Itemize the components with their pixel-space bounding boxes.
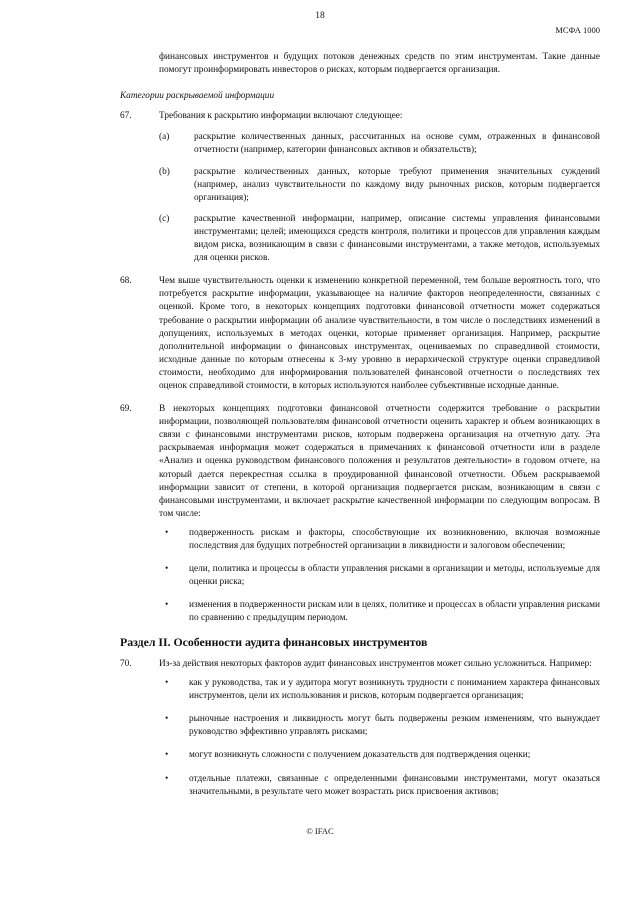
list-item-label: (b) xyxy=(159,166,170,177)
paragraph-text: В некоторых концепциях подготовки финансовой отчетности содержится требование о раскрытии информации, позволяющей пользователям финансовой отчетности оценить характер и объем возникающих в связи с финансовыми инструментами рисков, которым подвержена организация на отчетную дату. Эта раскрываемая информация может содержаться в примечаниях к финансовой отчетности или в разделе «Анализ и оценка руководством финансового положения и результатов деятельности» в годовом отчете, на который дается перекрестная ссылка в проудированной финансовой отчетности. Объем раскрываемой информации зависит от степени, в которой организация подвергается рискам, возникающим в связи с финансовыми инструментами, и включает раскрытие качественной информации по следующим вопросам. В том числе: xyxy=(159,404,600,519)
bullet-icon: • xyxy=(165,773,169,784)
list-item-label: (a) xyxy=(159,132,170,143)
bullet-icon: • xyxy=(165,678,169,689)
bullet-icon: • xyxy=(165,750,169,761)
bullet-item xyxy=(159,599,600,625)
page-number: 18 xyxy=(315,11,325,21)
bullet-icon: • xyxy=(165,714,169,725)
paragraph-68 xyxy=(120,275,600,393)
paragraph-text: Чем выше чувствительность оценки к изменению конкретной переменной, тем больше вероятность того, что потребуется раскрытие информации, указывающее на наличие факторов неопределенности, связанных с оценкой. Кроме того, в некоторых концепциях подготовки финансовой отчетности может содержаться требование о раскрытии информации об анализе чувствительности, в том числе о последствиях изменений в допущениях, используемых в методах оценки, которые применяет организация. Например, раскрытие дополнительной информации о финансовых инструментах, оцениваемых по справедливой стоимости, исходные данные по которым отнесены к 3-му уровню в иерархической структуре оценки справедливой стоимости, необходимо для информирования пользователей финансовой отчетности о последствиях тех оценок справедливой стоимости, в которых используются наиболее субъективные исходные данные. xyxy=(159,276,600,391)
paragraph-text: Требования к раскрытию информации включают следующее: xyxy=(159,111,403,122)
category-heading: Категории раскрываемой информации xyxy=(120,91,275,102)
bullet-item xyxy=(159,713,600,739)
paragraph-number: 68. xyxy=(120,276,132,287)
bullet-text: как у руководства, так и у аудитора могут возникнуть трудности с пониманием характера финансовых инструментов, цели их использования и рисков, которым подвергается организация; xyxy=(189,678,600,702)
list-item-text: раскрытие качественной информации, например, описание системы управления финансовыми инструментами; целей; имеющихся средств контроля, политики и процессов для управления каждым видом риска, возникающим в связи с финансовыми инструментами, а также методов, используемых для оценки рисков. xyxy=(194,213,600,264)
bullet-item xyxy=(159,749,600,762)
paragraph-number: 67. xyxy=(120,111,132,122)
list-item xyxy=(159,213,600,265)
bullet-text: могут возникнуть сложности с получением доказательств для подтверждения оценки; xyxy=(189,750,531,761)
section-heading: Раздел II. Особенности аудита финансовых инструментов xyxy=(120,635,428,649)
bullet-item xyxy=(159,527,600,553)
bullet-item xyxy=(159,773,600,799)
bullet-text: рыночные настроения и ликвидность могут быть подвержены резким изменениям, что вынуждает руководство эффективно управлять рисками; xyxy=(189,714,600,738)
copyright-footer: © IFAC xyxy=(306,826,334,836)
section-2 xyxy=(120,631,600,819)
paragraph-69 xyxy=(120,403,600,635)
paragraph-70 xyxy=(120,658,600,809)
list-item-text: раскрытие количественных данных, которые требуют применения значительных суждений (например, анализ чувствительности по каждому виду рыночных рисков, которым подвергается организация); xyxy=(194,166,600,203)
paragraph-number: 69. xyxy=(120,404,132,415)
bullet-icon: • xyxy=(165,564,169,575)
list-item xyxy=(159,131,600,157)
list-item xyxy=(159,166,600,205)
paragraph-number: 70. xyxy=(120,659,132,669)
paragraph-67 xyxy=(120,110,600,265)
list-item-label: (c) xyxy=(159,213,170,224)
bullet-item xyxy=(159,563,600,589)
bullet-text: подверженность рискам и факторы, способствующие их возникновению, включая возможные последствия для будущих потребностей организации в ликвидности и залоговом обеспечении; xyxy=(189,527,600,551)
bullet-icon: • xyxy=(165,527,169,538)
page-body xyxy=(120,51,600,645)
paragraph-text: Из-за действия некоторых факторов аудит финансовых инструментов может сильно усложниться. Например: xyxy=(159,659,592,669)
bullet-icon: • xyxy=(165,600,169,611)
list-item-text: раскрытие количественных данных, рассчитанных на основе сумм, отраженных в финансовой отчетности (например, категории финансовых активов и обязательств); xyxy=(194,132,600,156)
bullet-text: изменения в подверженности рискам или в целях, политике и процессах в области управления рисками по сравнению с предыдущим периодом. xyxy=(189,600,600,624)
bullet-text: отдельные платежи, связанные с определенными финансовыми инструментами, могут оказаться значительными, в результате чего может возрастать риск присвоения активов; xyxy=(189,773,600,797)
bullet-text: цели, политика и процессы в области управления рисками в организации и методы, используемые для оценки риска; xyxy=(189,564,600,588)
bullet-item xyxy=(159,677,600,703)
intro-paragraph: финансовых инструментов и будущих потоков денежных средств по этим инструментам. Такие данные помогут проинформировать инвесторов о рисках, которым подвергается организация. xyxy=(159,52,600,76)
standard-code: МСФА 1000 xyxy=(555,25,600,35)
